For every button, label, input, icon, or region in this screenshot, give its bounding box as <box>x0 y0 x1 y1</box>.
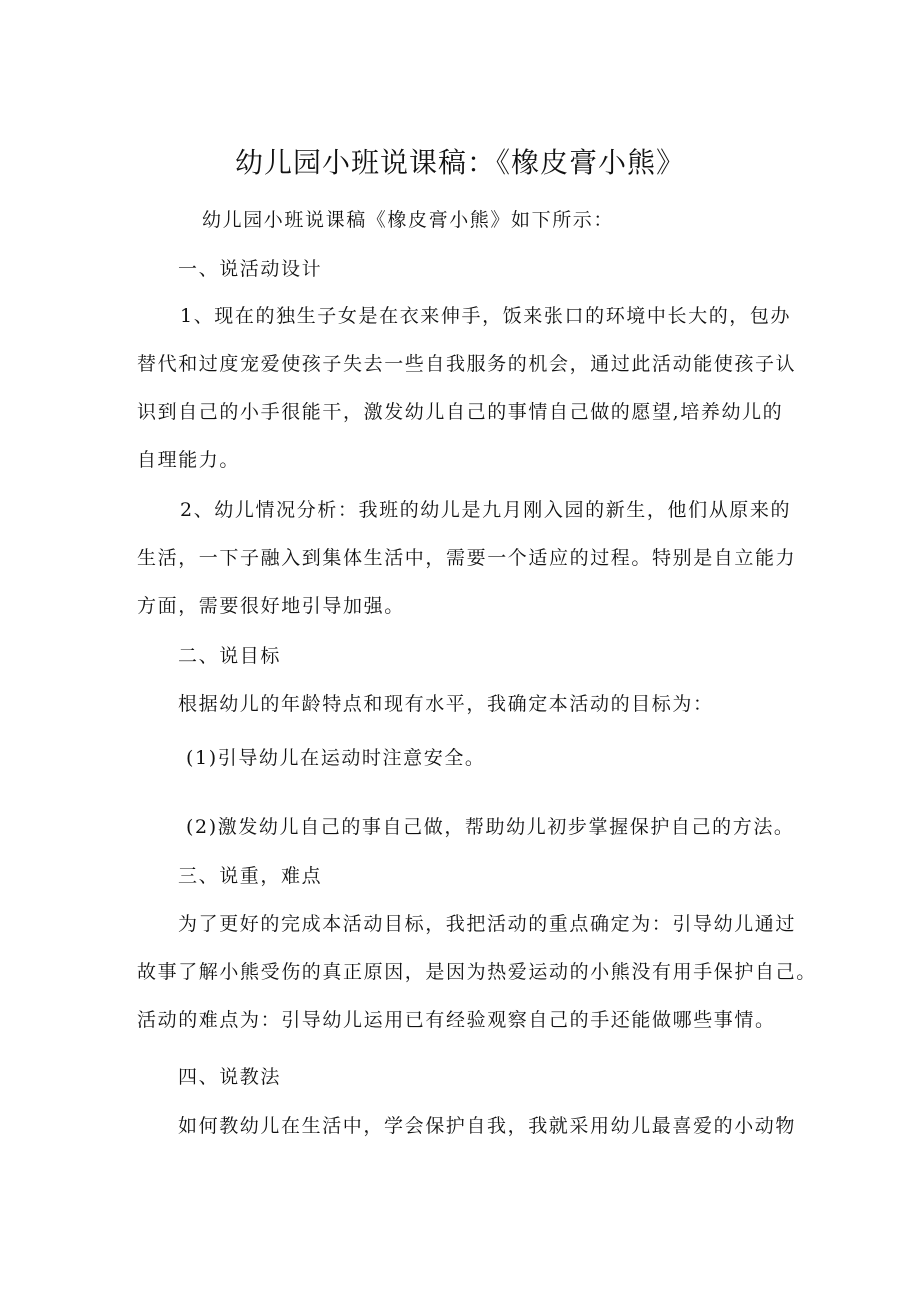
goal-item-2: (2)激发幼儿自己的事自己做，帮助幼儿初步掌握保护自己的方法。 <box>186 816 795 838</box>
paragraph-line: 生活，一下子融入到集体生活中，需要一个适应的过程。特别是自立能力 <box>137 547 797 569</box>
section-heading-key-points: 三、说重，难点 <box>178 865 323 887</box>
paragraph-line: 如何教幼儿在生活中，学会保护自我，我就采用幼儿最喜爱的小动物 <box>178 1115 797 1137</box>
paragraph-line: 为了更好的完成本活动目标，我把活动的重点确定为：引导幼儿通过 <box>178 913 797 935</box>
intro-text: 幼儿园小班说课稿《橡皮膏小熊》如下所示： <box>202 209 615 231</box>
paragraph-line: 活动的难点为：引导幼儿运用已有经验观察自己的手还能做哪些事情。 <box>137 1009 776 1031</box>
goal-item-1: (1)引导幼儿在运动时注意安全。 <box>186 747 486 769</box>
paragraph-line: 根据幼儿的年龄特点和现有水平，我确定本活动的目标为： <box>178 693 714 715</box>
paragraph-line: 故事了解小熊受伤的真正原因，是因为热爱运动的小熊没有用手保护自己。 <box>137 961 817 983</box>
paragraph-line: 替代和过度宠爱使孩子失去一些自我服务的机会，通过此活动能使孩子认 <box>137 353 797 375</box>
paragraph-line: 2、幼儿情况分析：我班的幼儿是九月刚入园的新生，他们从原来的 <box>180 499 792 521</box>
paragraph-line: 1、现在的独生子女是在衣来伸手，饭来张口的环境中长大的，包办 <box>180 305 792 327</box>
paragraph-line: 自理能力。 <box>137 449 241 471</box>
document-title: 幼儿园小班说课稿：《橡皮膏小熊》 <box>234 146 685 179</box>
section-heading-activity-design: 一、说活动设计 <box>178 258 323 280</box>
section-heading-goals: 二、说目标 <box>178 645 282 667</box>
section-heading-teaching-method: 四、说教法 <box>178 1066 282 1088</box>
paragraph-line: 识到自己的小手很能干，激发幼儿自己的事情自己做的愿望,培养幼儿的 <box>137 401 784 423</box>
paragraph-line: 方面，需要很好地引导加强。 <box>137 595 405 617</box>
